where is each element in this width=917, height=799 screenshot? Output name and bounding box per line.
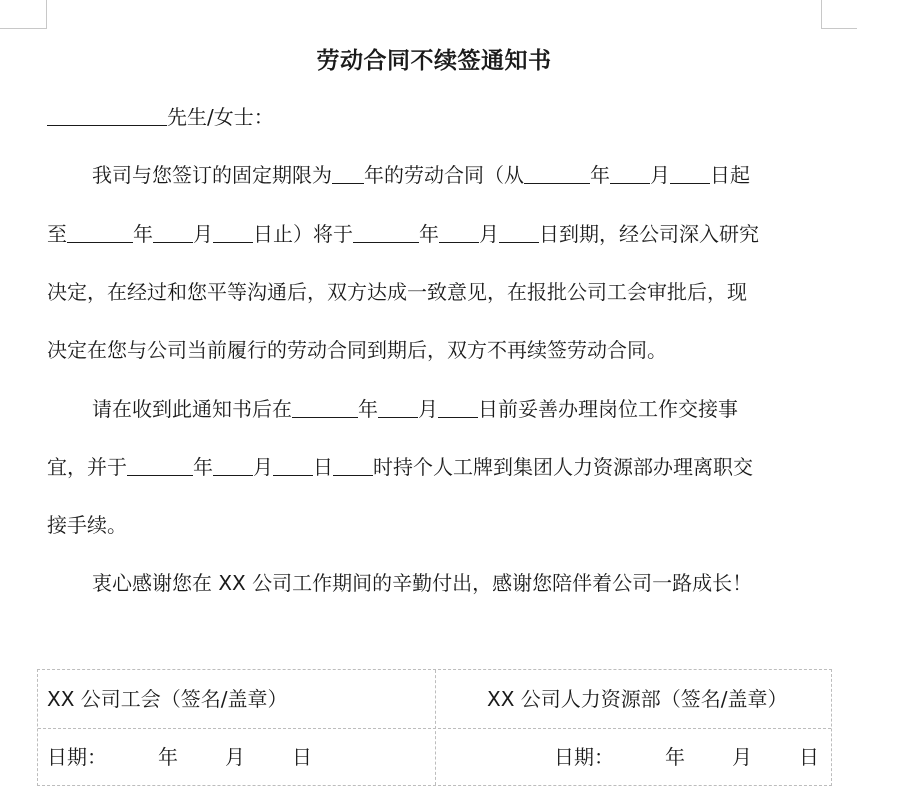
crop-mark-top-right — [821, 0, 857, 29]
signature-table — [37, 669, 832, 786]
text: 月 — [193, 222, 213, 246]
signature-row — [38, 670, 831, 729]
document-title: 劳动合同不续签通知书 — [316, 48, 552, 74]
handover-month-blank[interactable] — [378, 395, 418, 418]
salutation-line — [47, 102, 274, 132]
text: 时持个人工牌到集团人力资源部办理离职交 — [373, 455, 753, 479]
expire-year-blank[interactable] — [353, 220, 419, 243]
paragraph1-line3: 决定，在经过和您平等沟通后，双方达成一致意见，在报批公司工会审批后，现 — [47, 280, 747, 304]
union-date — [47, 742, 312, 772]
text: 日前妥善办理岗位工作交接事 — [478, 397, 738, 421]
text: 月 — [418, 397, 438, 421]
hr-signature-label: XX 公司人力资源部（签名/盖章） — [487, 687, 788, 711]
paragraph1-line1 — [92, 160, 750, 190]
text: 年 — [193, 455, 213, 479]
text: 年 — [358, 397, 378, 421]
text: 年的劳动合同（从 — [364, 163, 524, 187]
paragraph3: 衷心感谢您在 XX 公司工作期间的辛勤付出，感谢您陪伴着公司一路成长！ — [92, 571, 753, 595]
paragraph1-line4: 决定在您与公司当前履行的劳动合同到期后，双方不再续签劳动合同。 — [47, 338, 667, 362]
month-label: 月 — [732, 745, 752, 769]
year-label: 年 — [665, 745, 685, 769]
paragraph2-line2 — [47, 452, 753, 482]
end-month-blank[interactable] — [153, 220, 193, 243]
year-label: 年 — [158, 745, 178, 769]
text: 年 — [590, 163, 610, 187]
text: 请在收到此通知书后在 — [92, 397, 292, 421]
day-label: 日 — [292, 745, 312, 769]
hr-hour-blank[interactable] — [333, 453, 373, 476]
month-label: 月 — [225, 745, 245, 769]
date-label: 日期： — [554, 745, 614, 769]
text: 月 — [650, 163, 670, 187]
date-row — [38, 728, 831, 786]
day-label: 日 — [799, 745, 819, 769]
name-blank[interactable] — [47, 103, 167, 126]
expire-day-blank[interactable] — [499, 220, 539, 243]
union-signature-label: XX 公司工会（签名/盖章） — [47, 687, 288, 711]
text: 日 — [313, 455, 333, 479]
hr-day-blank[interactable] — [273, 453, 313, 476]
text: 日止）将于 — [253, 222, 353, 246]
start-month-blank[interactable] — [610, 161, 650, 184]
text: 日起 — [710, 163, 750, 187]
handover-day-blank[interactable] — [438, 395, 478, 418]
term-years-blank[interactable] — [332, 161, 364, 184]
date-label: 日期： — [47, 745, 107, 769]
end-year-blank[interactable] — [67, 220, 133, 243]
handover-year-blank[interactable] — [292, 395, 358, 418]
text: 年 — [419, 222, 439, 246]
hr-date — [554, 742, 819, 772]
text: 至 — [47, 222, 67, 246]
text: 年 — [133, 222, 153, 246]
start-year-blank[interactable] — [524, 161, 590, 184]
crop-mark-top-left — [0, 0, 47, 29]
paragraph2-line3: 接手续。 — [47, 513, 127, 537]
text: 宜，并于 — [47, 455, 127, 479]
hr-year-blank[interactable] — [127, 453, 193, 476]
text: 月 — [253, 455, 273, 479]
start-day-blank[interactable] — [670, 161, 710, 184]
hr-month-blank[interactable] — [213, 453, 253, 476]
salutation-text: 先生/女士： — [167, 105, 274, 129]
paragraph1-line2 — [47, 219, 759, 249]
paragraph2-line1 — [92, 394, 738, 424]
text: 日到期，经公司深入研究 — [539, 222, 759, 246]
end-day-blank[interactable] — [213, 220, 253, 243]
text: 月 — [479, 222, 499, 246]
expire-month-blank[interactable] — [439, 220, 479, 243]
text: 我司与您签订的固定期限为 — [92, 163, 332, 187]
